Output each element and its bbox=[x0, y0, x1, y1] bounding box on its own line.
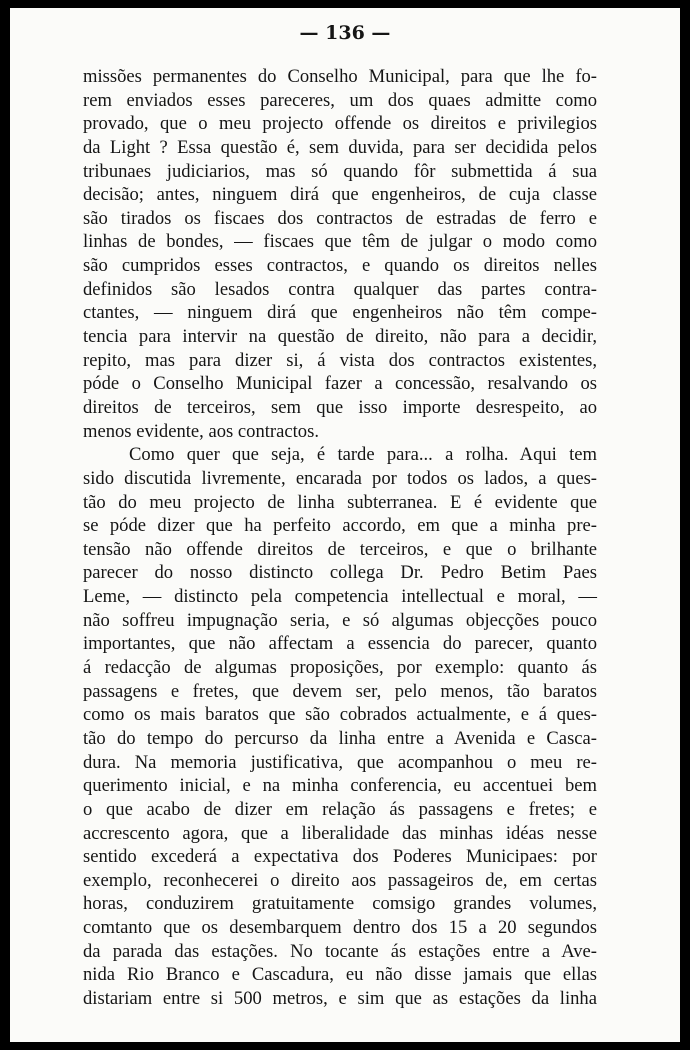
text-line: provado, que o meu projecto offende os direitos e privilegios bbox=[83, 113, 597, 135]
text-line: sido discutida livremente, encarada por todos os lados, a ques- bbox=[83, 467, 597, 489]
text-line: importantes, que não affectam a essencia do parecer, quanto bbox=[83, 633, 597, 655]
page-number: — 136 — bbox=[299, 22, 391, 44]
text-line: distariam entre si 500 metros, e sim que as estações da linha bbox=[83, 987, 597, 1009]
text-line: sentido excederá a expectativa dos Poderes Municipaes: por bbox=[83, 846, 597, 868]
text-line: tão do meu projecto de linha subterranea. E é evidente que bbox=[83, 491, 597, 513]
text-line: exemplo, reconhecerei o direito aos passageiros de, em certas bbox=[83, 869, 597, 891]
text-line: póde o Conselho Municipal fazer a concessão, resalvando os bbox=[83, 373, 597, 395]
text-line: não soffreu impugnação seria, e só algumas objecções pouco bbox=[83, 609, 597, 631]
text-line: horas, conduzirem gratuitamente comsigo grandes volumes, bbox=[83, 893, 597, 915]
text-line: accrescento agora, que a liberalidade das minhas idéas nesse bbox=[83, 822, 597, 844]
text-line: definidos são lesados contra qualquer das partes contra- bbox=[83, 278, 597, 300]
text-line: Como quer que seja, é tarde para... a rolha. Aqui tem bbox=[129, 444, 597, 466]
text-line: passagens e fretes, que devem ser, pelo menos, tão baratos bbox=[83, 680, 597, 702]
text-line: nida Rio Branco e Cascadura, eu não disse jamais que ellas bbox=[83, 964, 597, 986]
text-line: como os mais baratos que são cobrados actualmente, e á ques- bbox=[83, 704, 597, 726]
text-line: parecer do nosso distincto collega Dr. Pedro Betim Paes bbox=[83, 562, 597, 584]
text-line: tencia para intervir na questão de direito, não para a decidir, bbox=[83, 326, 597, 348]
text-line: tensão não offende direitos de terceiros, e que o brilhante bbox=[83, 538, 597, 560]
text-line: linhas de bondes, — fiscaes que têm de julgar o modo como bbox=[83, 231, 597, 253]
text-line: se póde dizer que ha perfeito accordo, em que a minha pre- bbox=[83, 515, 597, 537]
text-line: rem enviados esses pareceres, um dos quaes admitte como bbox=[83, 89, 597, 111]
text-line: missões permanentes do Conselho Municipal, para que lhe fo- bbox=[83, 66, 597, 87]
body-text bbox=[83, 65, 597, 1011]
text-line: da parada das estações. No tocante ás estações entre a Ave- bbox=[83, 940, 597, 962]
text-line: tão do tempo do percurso da linha entre a Avenida e Casca- bbox=[83, 727, 597, 749]
text-line: são tirados os fiscaes dos contractos de estradas de ferro e bbox=[83, 207, 597, 229]
text-line: ctantes, — ninguem dirá que engenheiros não têm compe- bbox=[83, 302, 597, 324]
text-line: da Light ? Essa questão é, sem duvida, para ser decidida pelos bbox=[83, 136, 597, 158]
text-line: Leme, — distincto pela competencia intellectual e moral, — bbox=[83, 586, 597, 608]
text-line: comtanto que os desembarquem dentro dos 15 a 20 segundos bbox=[83, 917, 597, 939]
text-line: decisão; antes, ninguem dirá que engenheiros, de cuja classe bbox=[83, 184, 597, 206]
text-line: direitos de terceiros, sem que isso importe desrespeito, ao bbox=[83, 396, 597, 418]
text-line: repito, mas para dizer si, á vista dos contractos existentes, bbox=[83, 349, 597, 371]
text-line: menos evidente, aos contractos. bbox=[83, 420, 319, 442]
text-line: o que acabo de dizer em relação ás passagens e fretes; e bbox=[83, 798, 597, 820]
book-page bbox=[10, 8, 680, 1042]
text-line: querimento inicial, e na minha conferencia, eu accentuei bem bbox=[83, 775, 597, 797]
text-line: á redacção de algumas proposições, por exemplo: quanto ás bbox=[83, 657, 597, 679]
text-line: dura. Na memoria justificativa, que acompanhou o meu re- bbox=[83, 751, 597, 773]
text-line: tribunaes judiciarios, mas só quando fôr submettida á sua bbox=[83, 160, 597, 182]
text-line: são cumpridos esses contractos, e quando os direitos nelles bbox=[83, 255, 597, 277]
